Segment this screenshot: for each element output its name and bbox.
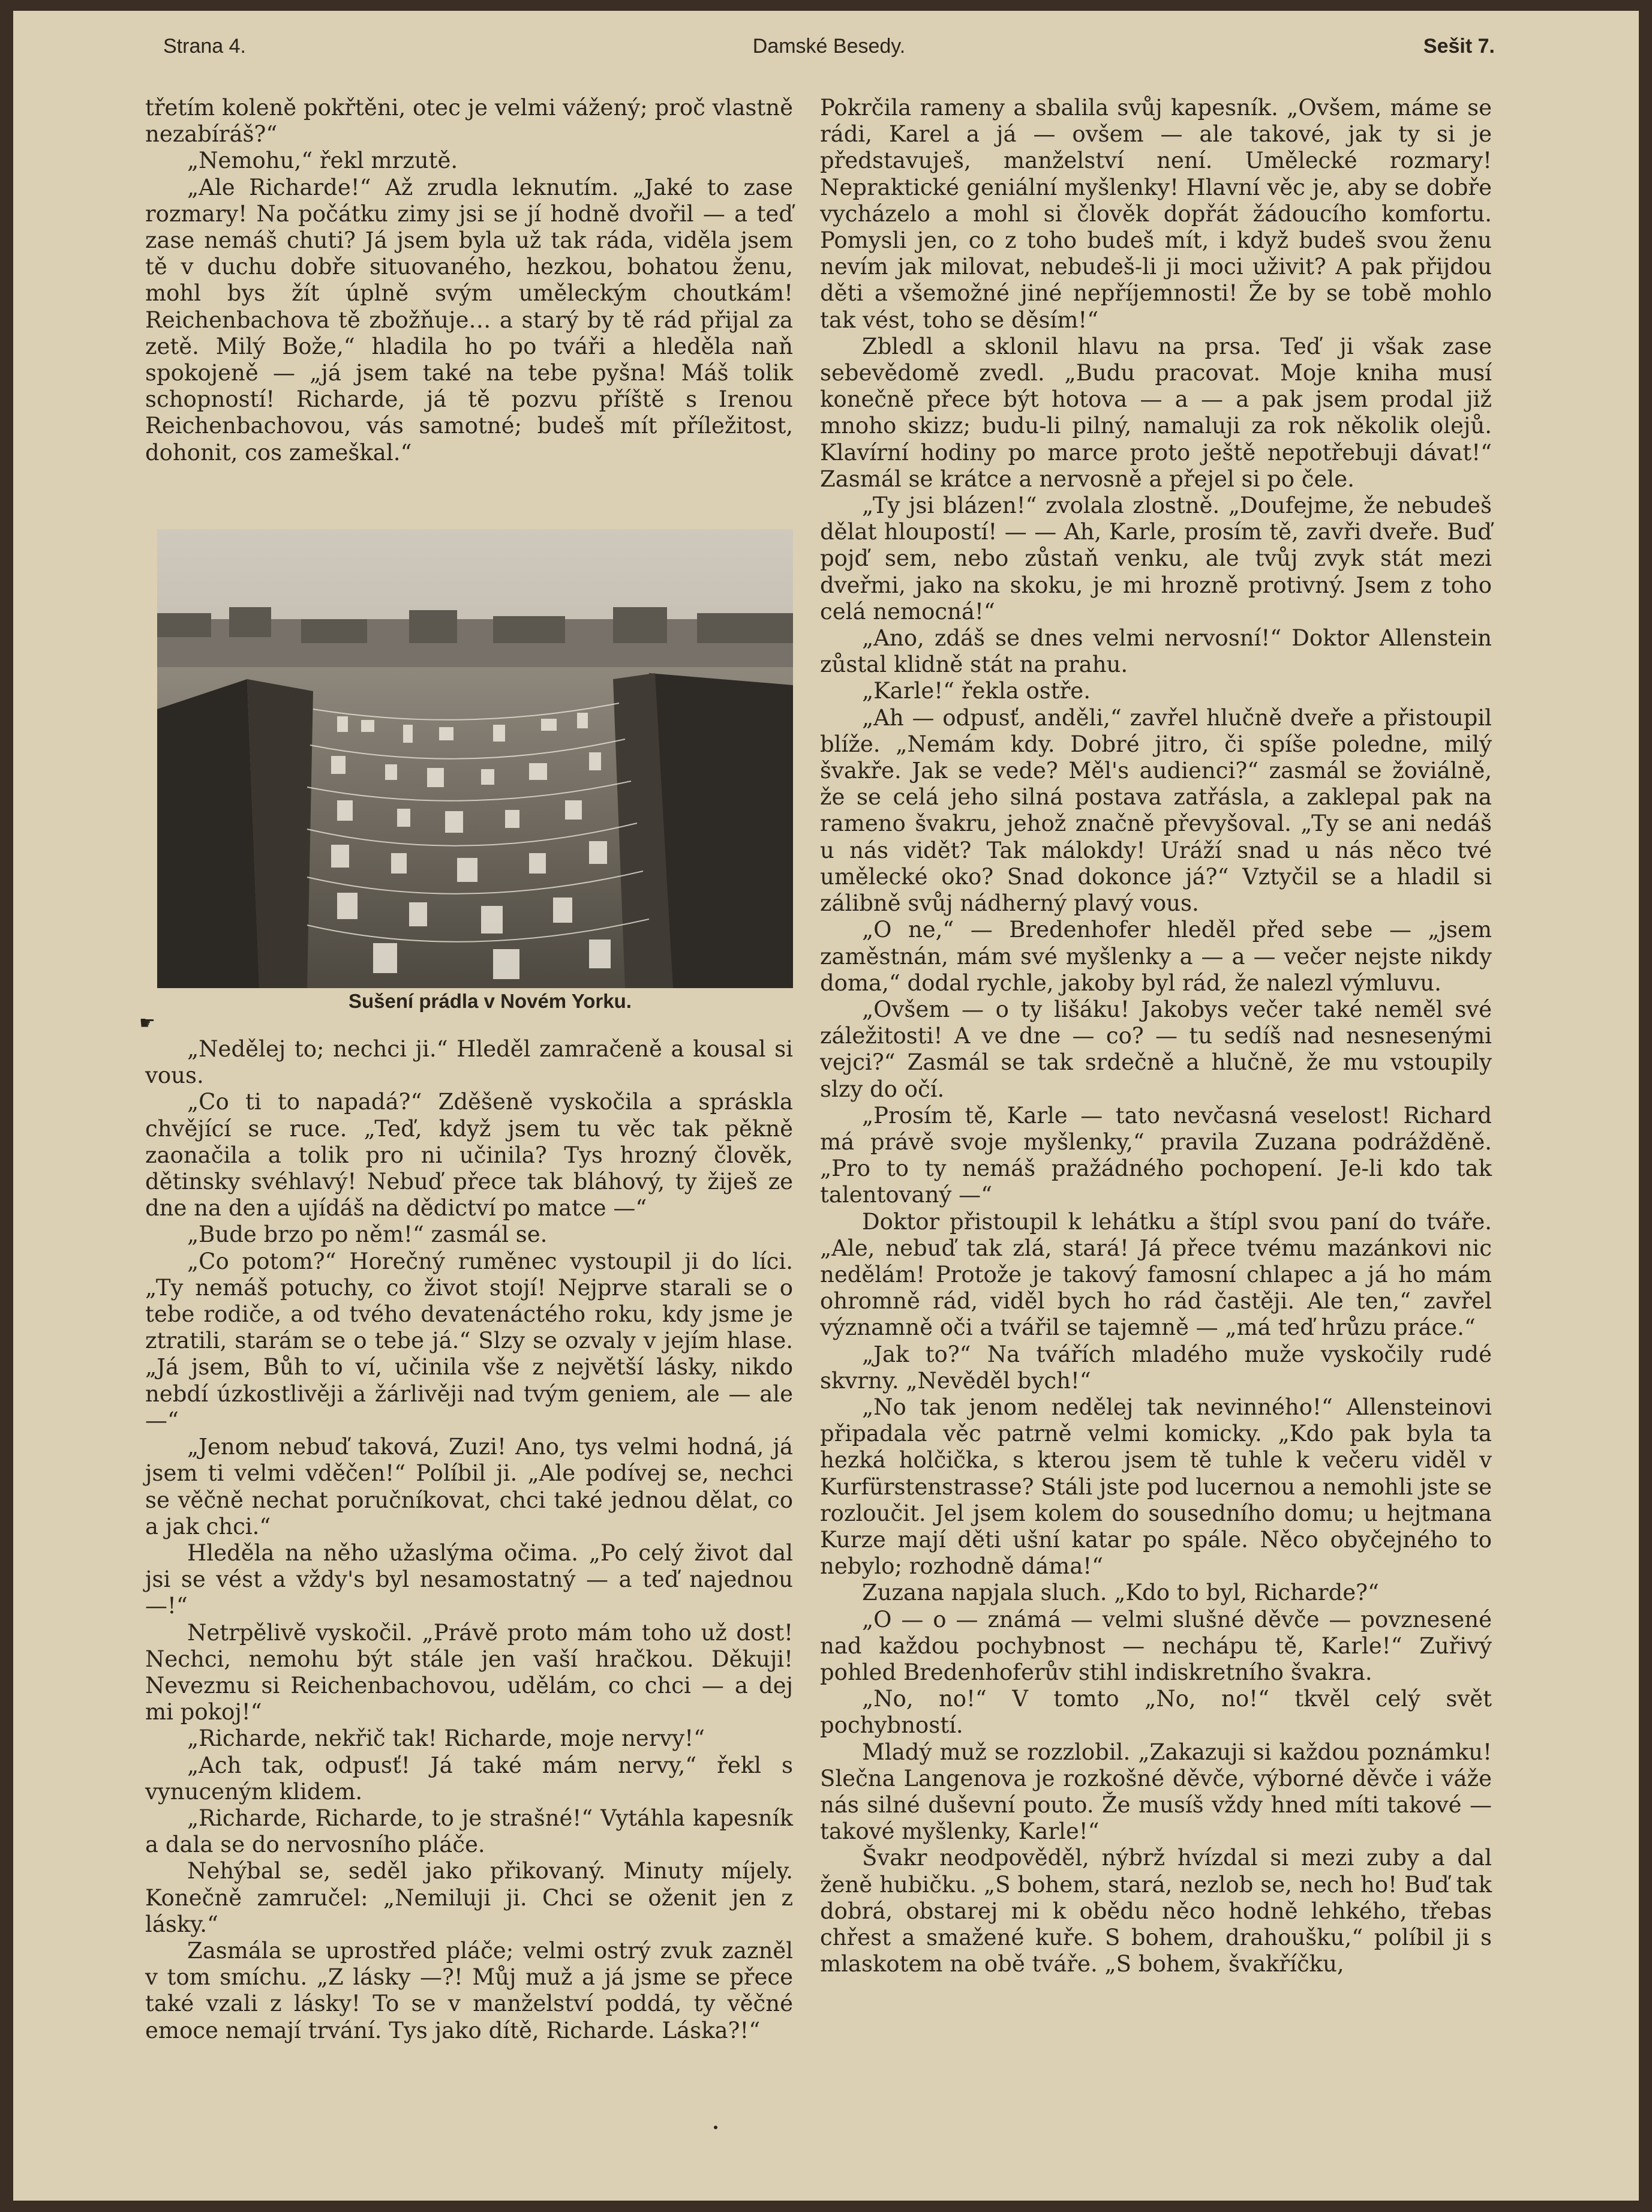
paragraph: Netrpělivě vyskočil. „Právě proto mám toho už dost! Nechci, nemohu být stále jen vaší hračkou. Děkuji! Nevezmu si Reichenbachovou, udělám, co chci — a dej mi pokoj!“ <box>145 1619 793 1725</box>
photo-illustration <box>157 529 793 988</box>
paragraph: Zuzana napjala sluch. „Kdo to byl, Richarde?“ <box>862 1580 1379 1606</box>
figure-caption: Sušení prádla v Novém Yorku. <box>349 989 632 1012</box>
paragraph: „O — o — známá — velmi slušné děvče — povznesené nad každou pochybnost — nechápu tě, Karle!“ Zuřivý pohled Bredenhoferův stihl indiskretního švakra. <box>820 1606 1492 1685</box>
paragraph: „Ovšem — o ty lišáku! Jakobys večer také neměl své záležitosti! A ve dne — co? — tu sedíš nad nesnesenými vejci?“ Zasmál se tak srdečně a hlučně, že mu vstoupily slzy do očí. <box>820 996 1492 1102</box>
paragraph: „Co ti to napadá?“ Zděšeně vyskočila a spráskla chvějící se ruce. „Teď, když jsem tu věc tak pěkně zaonačila a tolik pro ni učinila? Tys hrozný člověk, dětinsky svéhlavý! Nebuď přece tak bláhový, ty žiješ ze dne na den a ujídáš na dědictví po matce —“ <box>145 1089 793 1221</box>
paragraph: „Richarde, nekřič tak! Richarde, moje nervy!“ <box>187 1725 705 1752</box>
paragraph: Zbledl a sklonil hlavu na prsa. Teď ji však zase sebevědomě zvedl. „Budu pracovat. Moje kniha musí konečně přece být hotova — a — a pak jsem prodal již mnoho skizz; budu-li pilný, namaluji za rok několik olejů. Klavírní hodiny po marce proto ještě nepotřebuji dávat!“ Zasmál se krátce a nervosně a přejel si po čele. <box>820 333 1492 492</box>
paragraph: „Nedělej to; nechci ji.“ Hleděl zamračeně a kousal si vous. <box>145 1036 793 1089</box>
paragraph: „O ne,“ — Bredenhofer hleděl před sebe — „jsem zaměstnán, mám své myšlenky a — a — večer nejste nikdy doma,“ dodal rychle, jakoby byl rád, že nalezl výmluvu. <box>820 917 1492 996</box>
paragraph: „Ah — odpusť, anděli,“ zavřel hlučně dveře a přistoupil blíže. „Nemám kdy. Dobré jitro, či spíše poledne, milý švakře. Jak se vede? Měl's audienci?“ zasmál se žoviálně, že se celá jeho silná postava zatřásla, a zaklepal pak na rameno švakru, jehož značně převyšoval. „Ty se ani nedáš u nás vidět? Tak málokdy! Uráží snad u nás něco tvé umělecké oko? Snad dokonce já?“ Vztyčil se a hladil si zálibně svůj nádherný plavý vous. <box>820 704 1492 917</box>
paragraph: Hleděla na něho užaslýma očima. „Po celý život dal jsi se vést a vždy's byl nesamostatný — a teď najednou —!“ <box>145 1539 793 1619</box>
paragraph: „No tak jenom nedělej tak nevinného!“ Allensteinovi připadala věc patrně velmi komicky. „Kdo pak byla ta hezká holčička, s kterou jsem tě tuhle k večeru viděl v Kurfürstenstrasse? Stáli jste pod lucernou a nemohli jste se rozloučit. Jel jsem kolem do sousedního domu; u hejtmana Kurze mají děti ušní katar po spále. Něco obyčejného to nebylo; rozhodně dáma!“ <box>820 1394 1492 1580</box>
issue-number: Sešit 7. <box>1423 35 1495 58</box>
paragraph: Zasmála se uprostřed pláče; velmi ostrý zvuk zazněl v tom smíchu. „Z lásky —?! Můj muž a já jsme se přece také vzali z lásky! To se v manželství poddá, ty věčné emoce nemají trvání. Tys jako dítě, Richarde. Láska?!“ <box>145 1937 793 2043</box>
paragraph: Doktor přistoupil k lehátku a štípl svou paní do tváře. „Ale, nebuď tak zlá, stará! Já přece tvému mazánkovi nic nedělám! Protože je takový famosní chlapec a já ho mám ohromně rád, viděl bych ho rád častěji. Ale ten,“ zavřel významně oči a tvářil se tajemně — „má teď hrůzu práce.“ <box>820 1208 1492 1341</box>
paragraph: Nehýbal se, seděl jako přikovaný. Minuty míjely. Konečně zamručel: „Nemiluji ji. Chci se oženit jen z lásky.“ <box>145 1858 793 1937</box>
photo-laundry-new-york <box>157 529 793 988</box>
paragraph: „Ty jsi blázen!“ zvolala zlostně. „Doufejme, že nebudeš dělat hloupostí! — — Ah, Karle, prosím tě, zavři dveře. Buď pojď sem, nebo zůstaň venku, ale tvůj zvyk stát mezi dveřmi, jako na skoku, je mi hrozně protivný. Jsem z toho celá nemocná!“ <box>820 493 1492 625</box>
paragraph: „Ano, zdáš se dnes velmi nervosní!“ Doktor Allenstein zůstal klidně stát na prahu. <box>820 625 1492 678</box>
page-dot <box>714 2126 717 2129</box>
paragraph: „Richarde, Richarde, to je strašné!“ Vytáhla kapesník a dala se do nervosního pláče. <box>145 1805 793 1858</box>
paragraph: „Ale Richarde!“ Až zrudla leknutím. „Jaké to zase rozmary! Na počátku zimy jsi se jí hodně dvořil — a teď zase nemáš chuti? Já jsem byla už tak ráda, viděla jsem tě v duchu dobře situovaného, hezkou, bohatou ženu, mohl bys žít úplně svým uměleckým choutkám! Reichenbachova tě zbožňuje… a starý by tě rád přijal za zetě. Milý Bože,“ hladila ho po tváři a hleděla naň spokojeně — „já jsem také na tebe pyšna! Máš tolik schopností! Richarde, já tě pozvu příště s Irenou Reichenbachovou, vás samotné; budeš mít příležitost, dohonit, cos zameškal.“ <box>145 174 793 466</box>
paragraph: „Co potom?“ Horečný ruměnec vystoupil ji do líci. „Ty nemáš potuchy, co život stojí! Nejprve starali se o tebe rodiče, a od tvého devatenáctého roku, kdy jsme je ztratili, starám se o tebe já.“ Slzy se ozvaly v jejím hlase. „Já jsem, Bůh to ví, učinila vše z největší lásky, nikdo nebdí úzkostlivěji a žárlivěji nad tvým geniem, ale — ale —“ <box>145 1248 793 1433</box>
paragraph: Mladý muž se rozzlobil. „Zakazuji si každou poznámku! Slečna Langenova je rozkošné děvče, výborné děvče i váže nás silné duševní pouto. Že musíš vždy hned míti takové — takové myšlenky, Karle!“ <box>820 1739 1492 1845</box>
magazine-title: Damské Besedy. <box>752 35 906 58</box>
left-column <box>139 95 793 2044</box>
running-header <box>163 35 1495 71</box>
magazine-page <box>13 11 1639 2201</box>
paragraph: Pokrčila rameny a sbalila svůj kapesník. „Ovšem, máme se rádi, Karel a já — ovšem — ale takové, jak ty si je představuješ, manželství není. Umělecké rozmary! Nepraktické geniální myšlenky! Hlavní věc je, aby se dobře vycházelo a mohl si člověk dopřát žádoucího komfortu. Pomysli jen, co z toho budeš mít, i když budeš svou ženu nevím jak milovat, nebudeš-li ji moci uživit? A pak přijdou děti a všemožné jiné nepříjemnosti! Že by se tobě mohlo tak vést, toho se děsím!“ <box>820 95 1492 333</box>
paragraph: „Bude brzo po něm!“ zasmál se. <box>187 1221 548 1248</box>
paragraph: „Ach tak, odpusť! Já také mám nervy,“ řekl s vynuceným klidem. <box>145 1752 793 1805</box>
paragraph: „Prosím tě, Karle — tato nevčasná veselost! Richard má právě svoje myšlenky,“ pravila Zuzana podrážděně. „Pro to ty nemáš pražádného pochopení. Je-li kdo tak talentovaný —“ <box>820 1102 1492 1208</box>
paragraph: „Jak to?“ Na tvářích mladého muže vyskočily rudé skvrny. „Nevěděl bych!“ <box>820 1341 1492 1394</box>
paragraph: „Jenom nebuď taková, Zuzi! Ano, tys velmi hodná, já jsem ti velmi vděčen!“ Políbil ji. „Ale podívej se, nechci se věčně nechat poručníkovat, chci také jednou dělat, co a jak chci.“ <box>145 1434 793 1539</box>
paragraph: „Nemohu,“ řekl mrzutě. <box>187 148 458 174</box>
paragraph: třetím koleně pokřtěni, otec je velmi vážený; proč vlastně nezabíráš?“ <box>145 95 793 148</box>
page-number: Strana 4. <box>163 35 246 58</box>
paragraph: Švakr neodpověděl, nýbrž hvízdal si mezi zuby a dal ženě hubičku. „S bohem, stará, nezlob se, nech ho! Buď tak dobrá, obstarej mi k obědu něco hodně lehkého, třebas chřest a smažené kuře. S bohem, drahoušku,“ políbil ji s mlaskotem na obě tváře. „S bohem, švakříčku, <box>820 1845 1492 1977</box>
paragraph: „No, no!“ V tomto „No, no!“ tkvěl celý svět pochybností. <box>820 1686 1492 1739</box>
paragraph: „Karle!“ řekla ostře. <box>862 678 1091 704</box>
right-column <box>820 95 1492 1977</box>
pointing-hand-icon: ☛ <box>139 1013 155 1034</box>
